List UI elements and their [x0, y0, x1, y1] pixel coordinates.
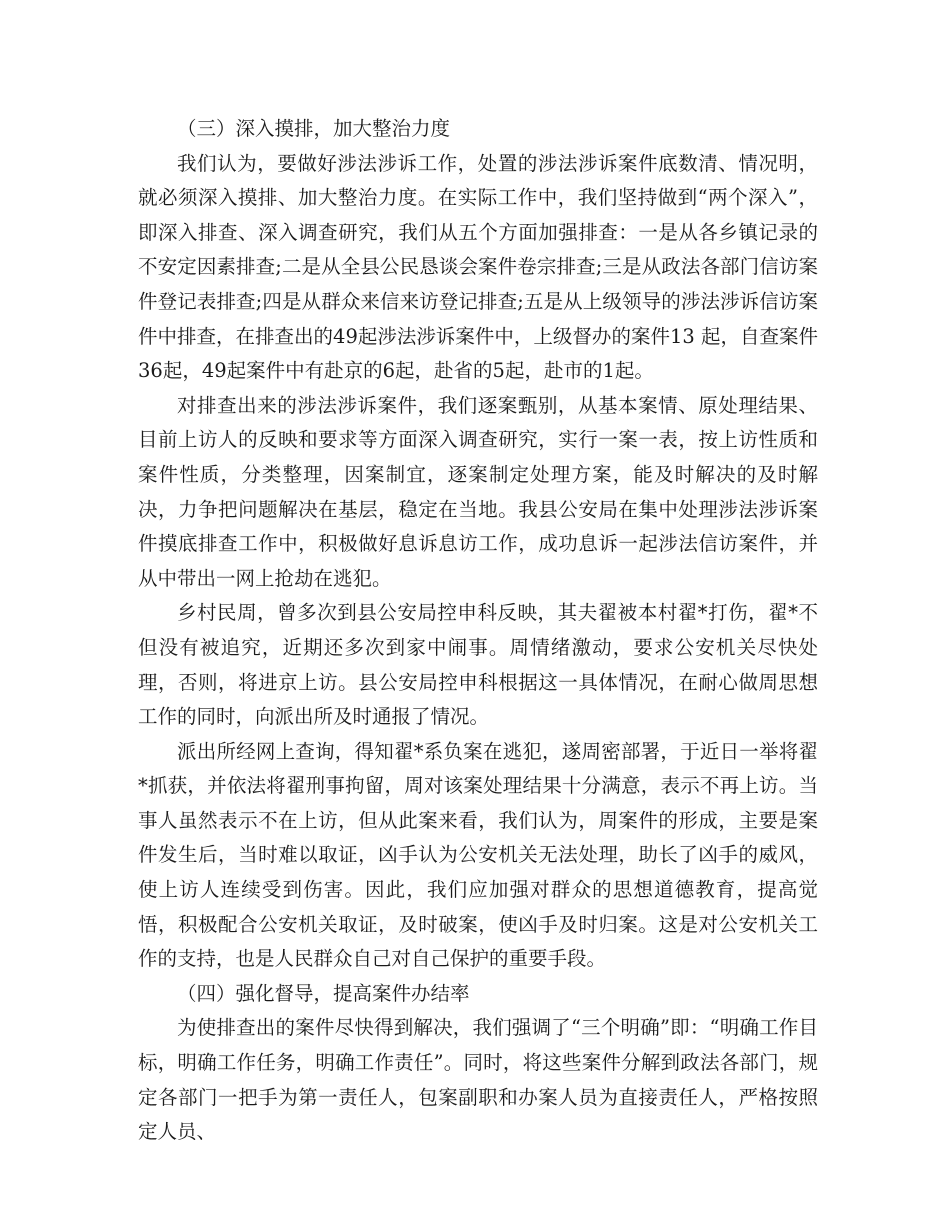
paragraph-case-example-report: 乡村民周，曾多次到县公安局控申科反映，其夫翟被本村翟*打伤，翟*不但没有被追究，近期还多次到家中闹事。周情绪激动，要求公安机关尽快处理，否则，将进京上访。县公安局控申科根据这一具体情况，在耐心做周思想工作的同时，向派出所及时通报了情况。 — [138, 601, 818, 729]
section-heading-3: （三）深入摸排，加大整治力度 — [177, 117, 451, 140]
section-heading-4: （四）强化督导，提高案件办结率 — [177, 981, 470, 1005]
paragraph-case-screening: 对排查出来的涉法涉诉案件，我们逐案甄别，从基本案情、原处理结果、目前上访人的反映和要求等方面深入调查研究，实行一案一表，按上访性质和案件性质，分类整理，因案制宜，逐案制定处理方案，能及时解决的及时解决，力争把问题解决在基层，稳定在当地。我县公安局在集中处理涉法涉诉案件摸底排查工作中，积极做好息诉息访工作，成功息诉一起涉法信访案件，并从中带出一网上抢劫在逃犯。 — [138, 393, 818, 590]
paragraph-supervision: 为使排查出的案件尽快得到解决，我们强调了“三个明确”即：“明确工作目标，明确工作任务，明确工作责任”。同时，将这些案件分解到政法各部门，规定各部门一把手为第一责任人，包案副职和办案人员为直接责任人，严格按照定人员、 — [138, 1016, 818, 1144]
document-body — [138, 112, 818, 1150]
paragraph-case-example-resolution: 派出所经网上查询，得知翟*系负案在逃犯，遂周密部署，于近日一举将翟*抓获，并依法将翟刑事拘留，周对该案处理结果十分满意，表示不再上访。当事人虽然表示不在上访，但从此案来看，我们认为，周案件的形成，主要是案件发生后，当时难以取证，凶手认为公安机关无法处理，助长了凶手的威风，使上访人连续受到伤害。因此，我们应加强对群众的思想道德教育，提高觉悟，积极配合公安机关取证，及时破案，使凶手及时归案。这是对公安机关工作的支持，也是人民群众自己对自己保护的重要手段。 — [138, 739, 818, 971]
paragraph-investigation-overview: 我们认为，要做好涉法涉诉工作，处置的涉法涉诉案件底数清、情况明，就必须深入摸排、加大整治力度。在实际工作中，我们坚持做到“两个深入”，即深入排查、深入调查研究，我们从五个方面加强排查：一是从各乡镇记录的不安定因素排查;二是从全县公民恳谈会案件卷宗排查;三是从政法各部门信访案件登记表排查;四是从群众来信来访登记排查;五是从上级领导的涉法涉诉信访案件中排查，在排查出的49起涉法涉诉案件中，上级督办的案件13 起，自查案件36起，49起案件中有赴京的6起，赴省的5起，赴市的1起。 — [138, 151, 818, 383]
